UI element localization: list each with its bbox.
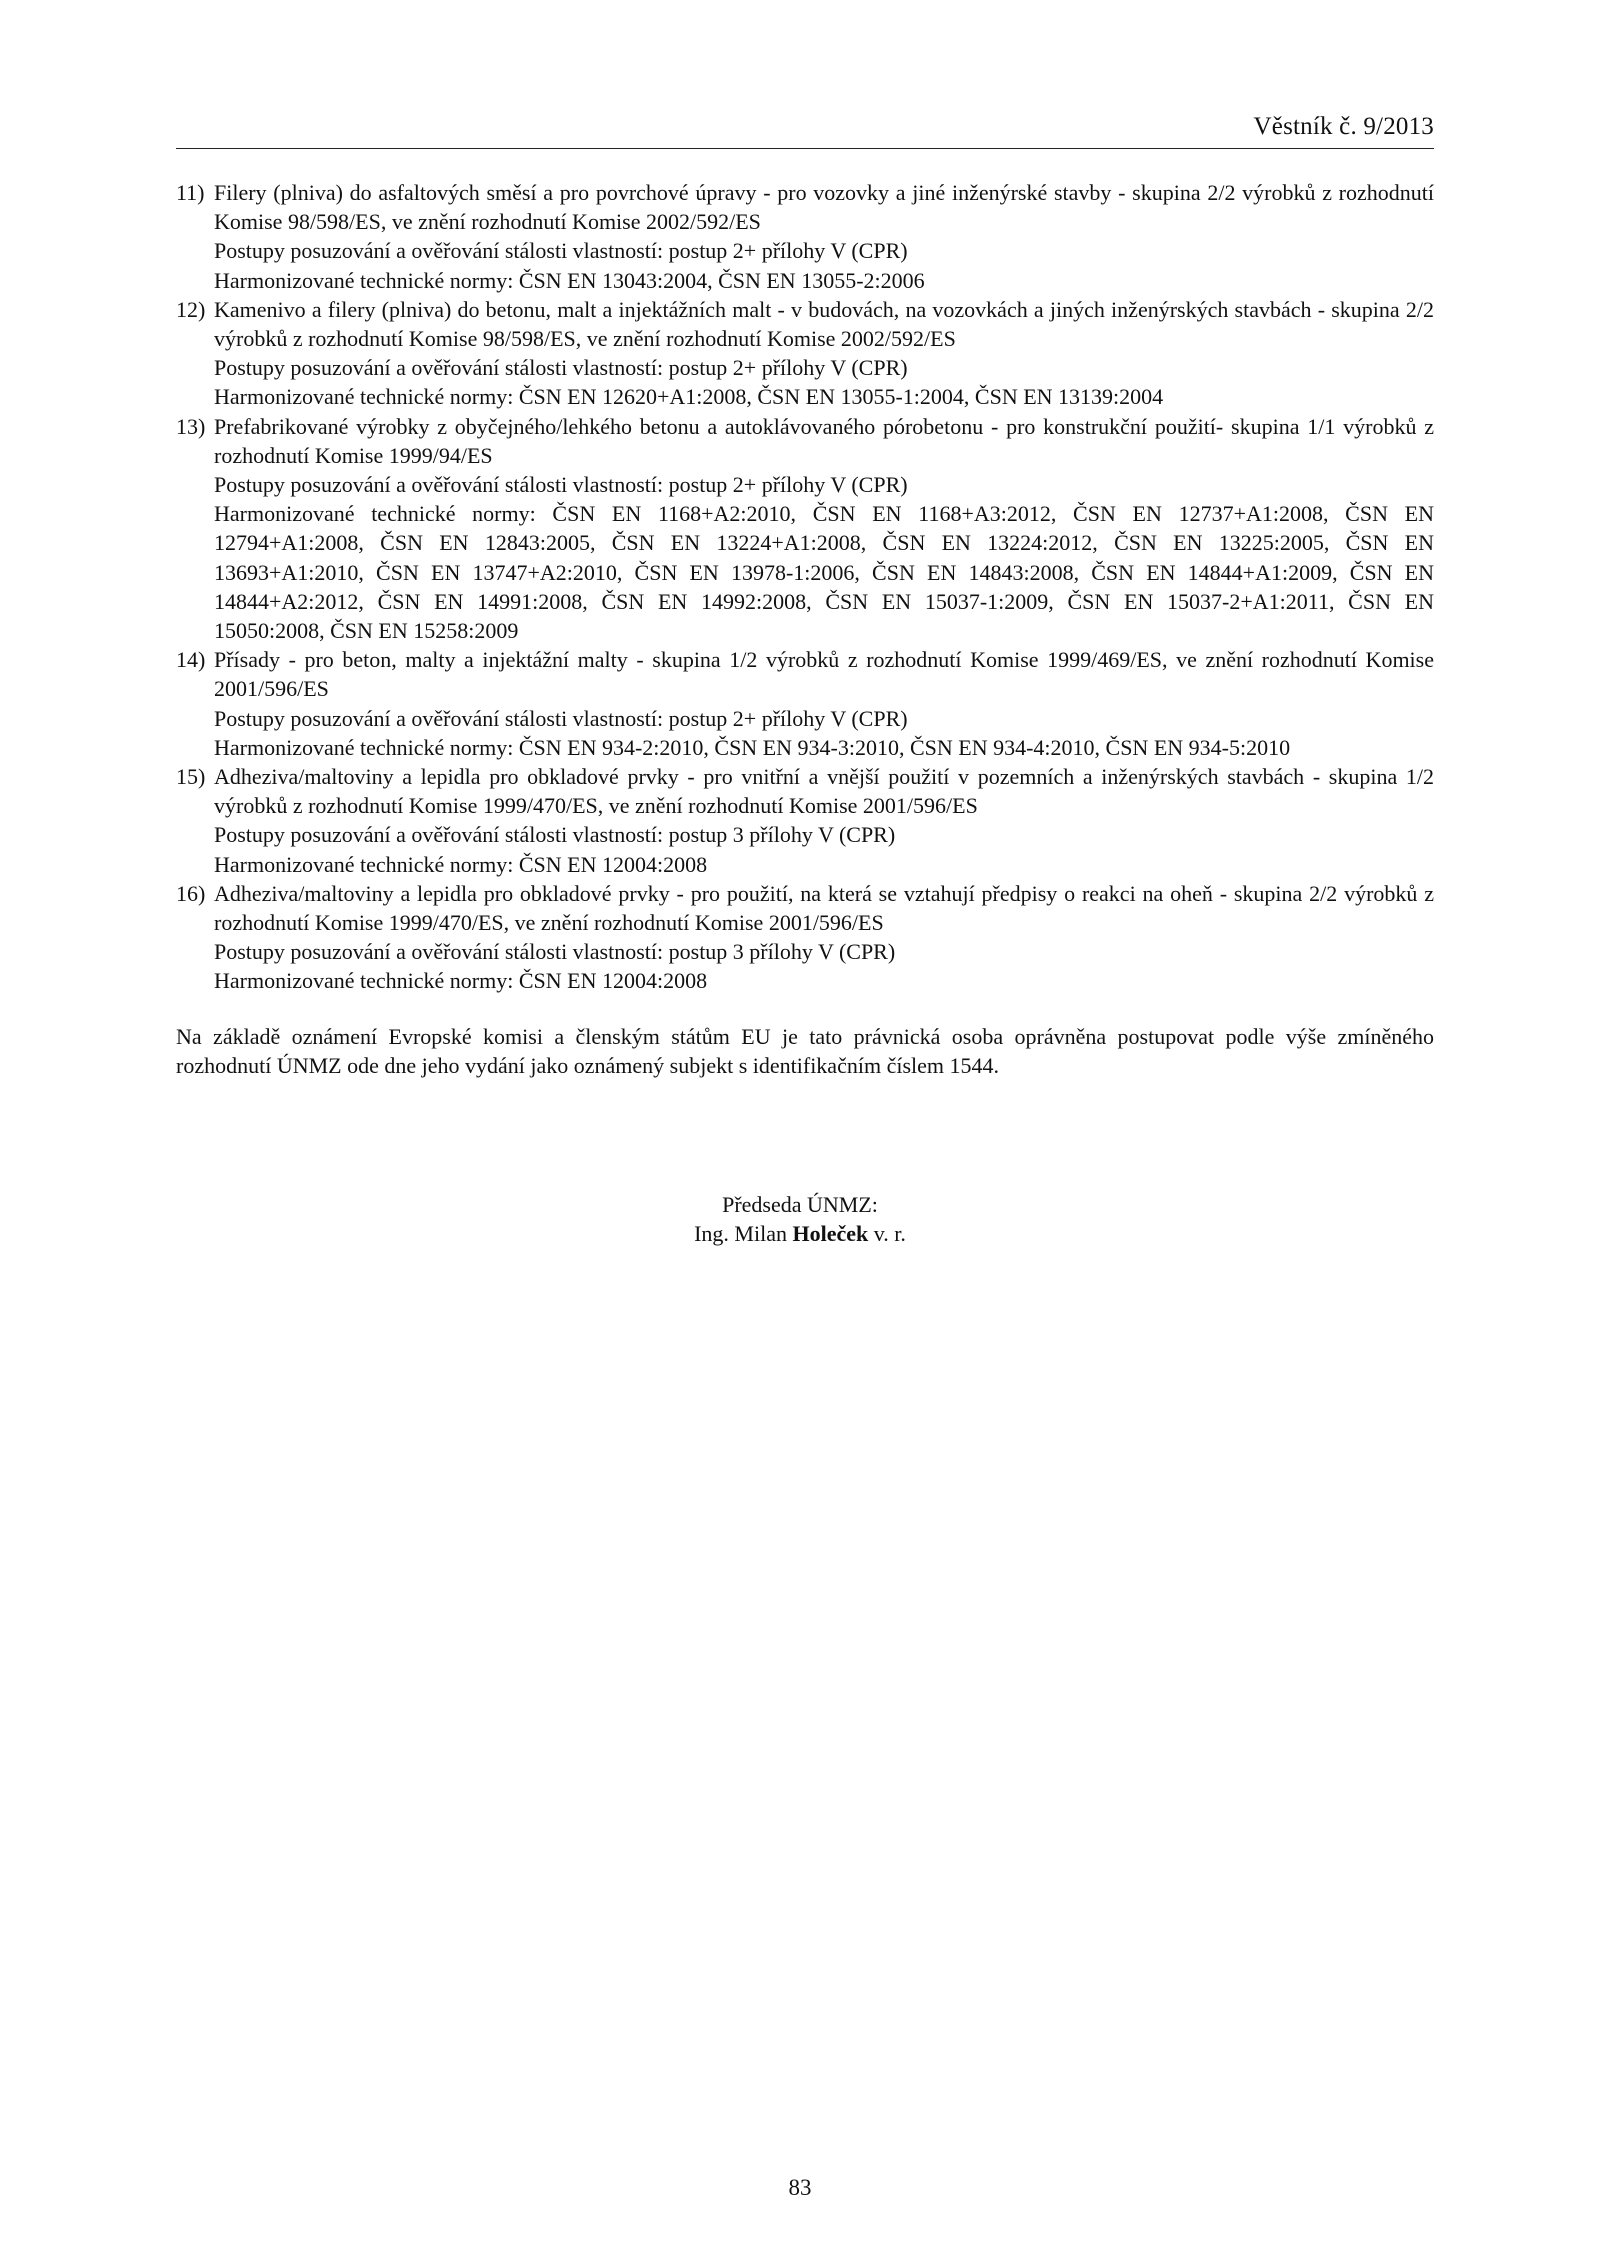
item-standards: Harmonizované technické normy: ČSN EN 1168+A2:2010, ČSN EN 1168+A3:2012, ČSN EN 12737+A1:2008, ČSN EN 12794+A1:2008, ČSN EN 12843:2005, ČSN EN 13224+A1:2008, ČSN EN 13224:2012, ČSN EN 13225:2005, ČSN EN 13693+A1:2010, ČSN EN 13747+A2:2010, ČSN EN 13978-1:2006, ČSN EN 14843:2008, ČSN EN 14844+A1:2009, ČSN EN 14844+A2:2012, ČSN EN 14991:2008, ČSN EN 14992:2008, ČSN EN 15037-1:2009, ČSN EN 15037-2+A1:2011, ČSN EN 15050:2008, ČSN EN 15258:2009 xyxy=(214,501,1434,644)
item-procedure: Postupy posuzování a ověřování stálosti vlastností: postup 3 přílohy V (CPR) xyxy=(214,822,896,848)
item-description: Filery (plniva) do asfaltových směsí a pro povrchové úpravy - pro vozovky a jiné inženýrské stavby - skupina 2/2 výrobků z rozhodnutí Komise 98/598/ES, ve znění rozhodnutí Komise 2002/592/ES xyxy=(214,180,1434,235)
item-number: 15) xyxy=(176,764,206,790)
signature-role: Předseda ÚNMZ: xyxy=(722,1192,878,1217)
item-number: 16) xyxy=(176,880,206,906)
journal-title: Věstník č. 9/2013 xyxy=(1253,113,1434,140)
item-standards: Harmonizované technické normy: ČSN EN 13043:2004, ČSN EN 13055-2:2006 xyxy=(214,267,925,293)
item-procedure: Postupy posuzování a ověřování stálosti vlastností: postup 3 přílohy V (CPR) xyxy=(214,939,896,965)
item-description: Kamenivo a filery (plniva) do betonu, malt a injektážních malt - v budovách, na vozovkách a jiných inženýrských stavbách - skupina 2/2 výrobků z rozhodnutí Komise 98/598/ES, ve znění rozhodnutí Komise 2002/592/ES xyxy=(214,296,1434,352)
list-item xyxy=(176,645,1434,762)
item-procedure: Postupy posuzování a ověřování stálosti vlastností: postup 2+ přílohy V (CPR) xyxy=(214,238,908,264)
item-number: 12) xyxy=(176,296,206,322)
item-description: Adheziva/maltoviny a lepidla pro obkladové prvky - pro použití, na která se vztahují předpisy o reakci na oheň - skupina 2/2 výrobků z rozhodnutí Komise 1999/470/ES, ve znění rozhodnutí Komise 2001/596/ES xyxy=(214,880,1434,936)
page-number: 83 xyxy=(788,2175,812,2200)
page-header xyxy=(176,112,1434,149)
list-item xyxy=(176,295,1434,412)
signature-name-prefix: Ing. Milan xyxy=(694,1221,787,1247)
document-body xyxy=(176,178,1434,1080)
signature-name-suffix: v. r. xyxy=(873,1221,906,1247)
item-standards: Harmonizované technické normy: ČSN EN 12004:2008 xyxy=(214,968,708,994)
list-item xyxy=(176,762,1434,879)
item-standards: Harmonizované technické normy: ČSN EN 12620+A1:2008, ČSN EN 13055-1:2004, ČSN EN 13139:2004 xyxy=(214,384,1164,410)
item-number: 11) xyxy=(176,180,205,205)
item-procedure: Postupy posuzování a ověřování stálosti vlastností: postup 2+ přílohy V (CPR) xyxy=(214,472,908,498)
signature-name xyxy=(0,1219,1600,1248)
item-number: 13) xyxy=(176,413,206,439)
item-procedure: Postupy posuzování a ověřování stálosti vlastností: postup 2+ přílohy V (CPR) xyxy=(214,705,908,731)
item-description: Přísady - pro beton, malty a injektážní malty - skupina 1/2 výrobků z rozhodnutí Komise 1999/469/ES, ve znění rozhodnutí Komise 2001/596/ES xyxy=(214,647,1434,702)
item-procedure: Postupy posuzování a ověřování stálosti vlastností: postup 2+ přílohy V (CPR) xyxy=(214,355,908,381)
list-item xyxy=(176,879,1434,996)
signature-surname: Holeček xyxy=(792,1221,869,1247)
item-description: Adheziva/maltoviny a lepidla pro obkladové prvky - pro vnitřní a vnější použití v pozemních a inženýrských stavbách - skupina 1/2 výrobků z rozhodnutí Komise 1999/470/ES, ve znění rozhodnutí Komise 2001/596/ES xyxy=(214,764,1434,819)
item-standards: Harmonizované technické normy: ČSN EN 934-2:2010, ČSN EN 934-3:2010, ČSN EN 934-4:2010, ČSN EN 934-5:2010 xyxy=(214,734,1291,760)
notification-paragraph: Na základě oznámení Evropské komisi a členským státům EU je tato právnická osoba oprávněna postupovat podle výše zmíněného rozhodnutí ÚNMZ ode dne jeho vydání jako oznámený subjekt s identifikačním číslem 1544. xyxy=(176,1023,1434,1078)
list-item xyxy=(176,178,1434,295)
list-item xyxy=(176,412,1434,646)
item-description: Prefabrikované výrobky z obyčejného/lehkého betonu a autoklávovaného pórobetonu - pro konstrukční použití- skupina 1/1 výrobků z rozhodnutí Komise 1999/94/ES xyxy=(214,413,1434,468)
item-number: 14) xyxy=(176,647,206,673)
signature-block xyxy=(0,1190,1600,1248)
item-standards: Harmonizované technické normy: ČSN EN 12004:2008 xyxy=(214,851,708,877)
